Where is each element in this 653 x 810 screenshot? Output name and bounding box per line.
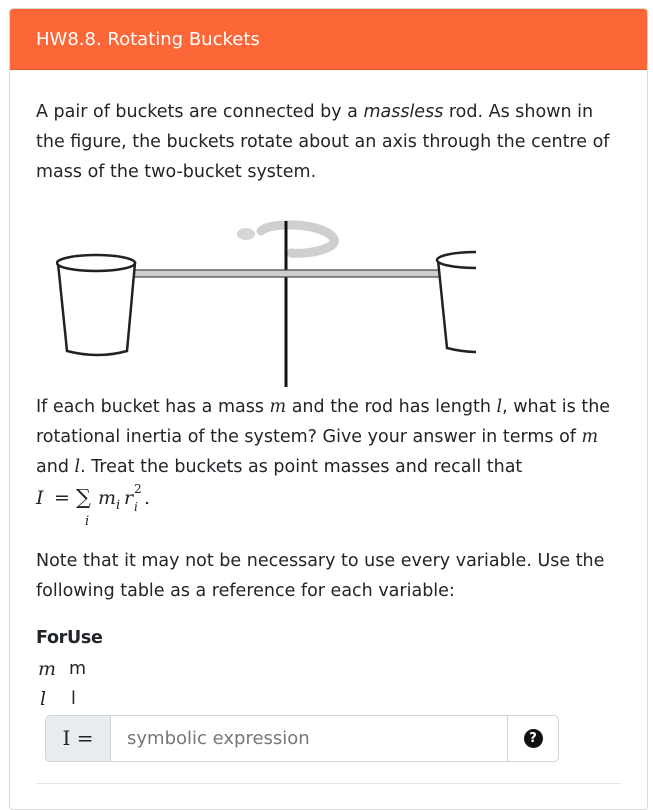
- prompt-text: If each bucket has a mass m and the rod has length l, what is the rotational inertia of the system? Give your answer in terms of m and l. Treat the buckets as point masses and recall that: [36, 397, 611, 477]
- question-title: HW8.8. Rotating Buckets: [10, 9, 647, 70]
- left-bucket: [57, 255, 135, 355]
- inertia-formula: I = ∑ i m i r 2 i .: [36, 482, 151, 529]
- var-l-inline: l: [496, 397, 503, 417]
- note-text: Note that it may not be necessary to use every variable. Use the following table as a reference for each variable:: [36, 551, 605, 601]
- answer-input-group: [45, 715, 559, 762]
- rotation-arrow-icon: [261, 225, 334, 253]
- rod: [132, 270, 441, 277]
- variable-table-header: ForUse: [36, 628, 103, 648]
- var-m-inline: m: [269, 397, 287, 417]
- rotating-buckets-figure: [56, 213, 476, 388]
- help-button[interactable]: [507, 716, 558, 761]
- answer-input[interactable]: [111, 716, 507, 761]
- question-card: HW8.8. Rotating Buckets A pair of buckets are connected by a massless rod. As shown in the figure, the buckets rotate about an axis through the centre of mass of the two-bucket system. If each bucket has a mass m and the rod has length l, what is the rotational inertia of the system? Give your answer in terms of m and l. Treat the buckets as point masses and recall that I = ∑ i m i r 2 i . Note that it may not be necessary to use every variable. Use the following table as a reference for each variable: ForUse m m l l: [9, 8, 648, 810]
- right-bucket: [437, 252, 476, 352]
- intro-text: A pair of buckets are connected by a massless rod. As shown in the figure, the buckets rotate about an axis through the centre of mass of the two-bucket system.: [36, 102, 610, 182]
- answer-label: I =: [46, 716, 111, 761]
- question-mark-icon: ?: [524, 729, 543, 748]
- divider: [36, 783, 621, 784]
